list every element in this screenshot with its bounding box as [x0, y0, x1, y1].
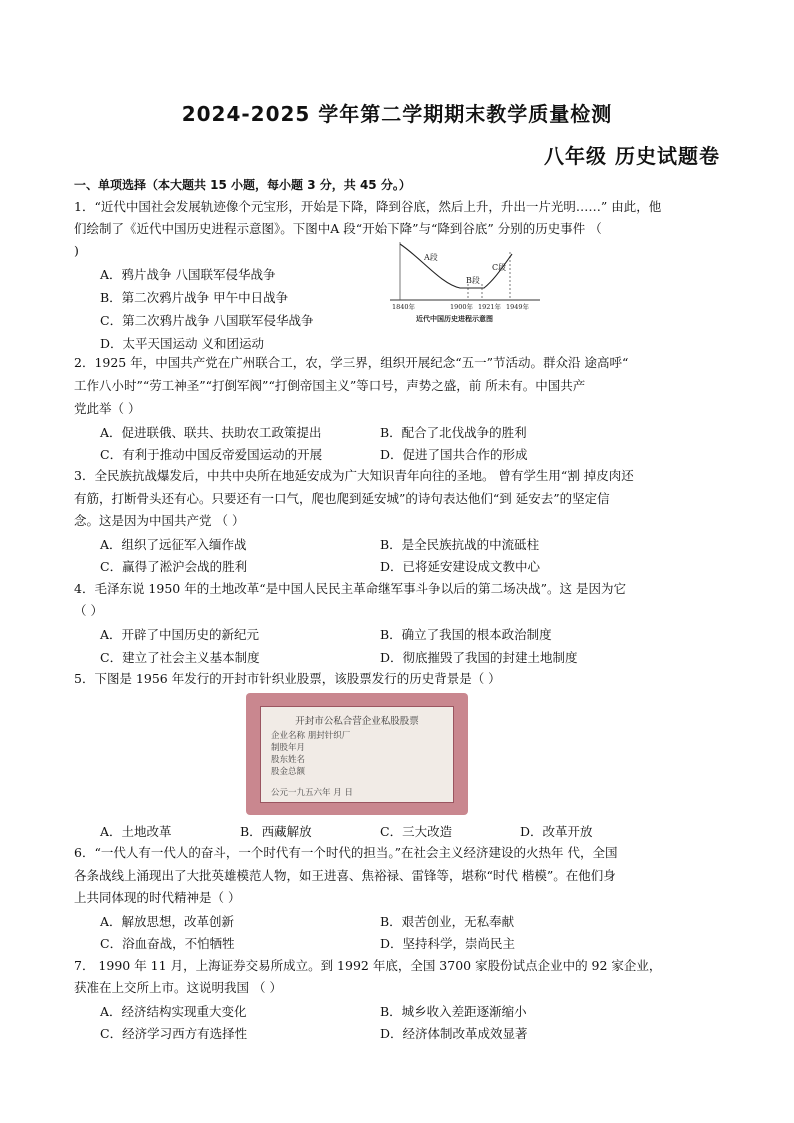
question-text-line: 党此举（ ） [74, 401, 141, 416]
exam-subtitle: 八年级 历史试题卷 [544, 144, 720, 168]
stock-date: 公元一九五六年 月 日 [271, 788, 353, 798]
option-c[interactable]: C．浴血奋战，不怕牺牲 [100, 936, 235, 951]
option-d[interactable]: D．坚持科学，崇尚民主 [380, 936, 516, 951]
option-c[interactable]: C．第二次鸦片战争 八国联军侵华战争 [100, 313, 314, 328]
diagram-label-c: C段 [492, 263, 507, 272]
history-process-diagram [386, 238, 544, 324]
option-a[interactable]: A．促进联俄、联共、扶助农工政策提出 [100, 425, 322, 440]
question-text-line: 们绘制了《近代中国历史进程示意图》。下图中A 段“开始下降”与“降到谷底” 分别的历史事件 （ [74, 221, 602, 236]
stock-certificate-body [260, 706, 454, 803]
stock-field: 企业名称 朋封针织厂 [271, 731, 351, 741]
option-c[interactable]: C．建立了社会主义基本制度 [100, 650, 260, 665]
question-text-line: 念。这是因为中国共产党 （ ） [74, 513, 245, 528]
diagram-tick-1840: 1840年 [392, 303, 416, 311]
diagram-caption: 近代中国历史进程示意图 [416, 314, 493, 323]
option-a[interactable]: A．开辟了中国历史的新纪元 [100, 627, 260, 642]
question-text-line: 工作八小时”“劳工神圣”“打倒军阀”“打倒帝国主义”等口号，声势之盛，前 所未有。中国共产 [74, 378, 586, 393]
option-a[interactable]: A．经济结构实现重大变化 [100, 1004, 247, 1019]
question-text-line: 有筋，打断骨头还有心。只要还有一口气，爬也爬到延安城”的诗句表达他们“到 延安去”的坚定信 [74, 491, 610, 506]
diagram-tick-1949: 1949年 [506, 303, 530, 311]
option-a[interactable]: A．土地改革 [100, 824, 172, 839]
question-text-line: 6．“一代人有一代人的奋斗，一个时代有一个时代的担当。”在社会主义经济建设的火热年 代，全国 [74, 845, 618, 860]
diagram-tick-1921: 1921年 [478, 303, 502, 311]
question-text-line: 3．全民族抗战爆发后，中共中央所在地延安成为广大知识青年向往的圣地。 曾有学生用“割 掉皮肉还 [74, 468, 634, 483]
question-text-line: （ ） [74, 603, 103, 618]
stock-certificate-image [246, 693, 468, 815]
option-d[interactable]: D．已将延安建设成文教中心 [380, 559, 541, 574]
option-a[interactable]: A．组织了远征军入缅作战 [100, 537, 247, 552]
option-b[interactable]: B．第二次鸦片战争 甲午中日战争 [100, 290, 289, 305]
option-c[interactable]: C．经济学习西方有选择性 [100, 1026, 248, 1041]
question-text-line: 1．“近代中国社会发展轨迹像个元宝形，开始是下降，降到谷底，然后上升，升出一片光明……” 由此，他 [74, 199, 662, 214]
option-d[interactable]: D．彻底摧毁了我国的封建土地制度 [380, 650, 578, 665]
diagram-tick-1900: 1900年 [450, 303, 474, 311]
question-text-line: 上共同体现的时代精神是（ ） [74, 890, 241, 905]
option-a[interactable]: A．鸦片战争 八国联军侵华战争 [100, 267, 276, 282]
stock-field: 股东姓名 [271, 755, 306, 765]
option-d[interactable]: D．促进了国共合作的形成 [380, 447, 528, 462]
question-text-line: 7． 1990 年 11 月，上海证券交易所成立。到 1992 年底，全国 3700 家股份试点企业中的 92 家企业， [74, 958, 662, 973]
option-a[interactable]: A．解放思想，改革创新 [100, 914, 235, 929]
stock-field: 股金总额 [271, 767, 306, 777]
option-b[interactable]: B．西藏解放 [240, 824, 312, 839]
option-b[interactable]: B．是全民族抗战的中流砥柱 [380, 537, 540, 552]
diagram-label-b: B段 [466, 276, 480, 285]
option-b[interactable]: B．艰苦创业，无私奉献 [380, 914, 515, 929]
question-text-line: 5．下图是 1956 年发行的开封市针织业股票，该股票发行的历史背景是（ ） [74, 671, 501, 686]
question-text-line: ) [74, 243, 79, 258]
option-c[interactable]: C．赢得了淞沪会战的胜利 [100, 559, 248, 574]
question-text-line: 各条战线上涌现出了大批英雄模范人物，如王进喜、焦裕禄、雷锋等，堪称“时代 楷模”。在他们身 [74, 868, 616, 883]
option-d[interactable]: D．太平天国运动 义和团运动 [100, 336, 264, 351]
stock-heading: 开封市公私合营企业私股股票 [295, 716, 419, 727]
option-b[interactable]: B．确立了我国的根本政治制度 [380, 627, 552, 642]
option-b[interactable]: B．城乡收入差距逐渐缩小 [380, 1004, 527, 1019]
diagram-label-a: A段 [424, 253, 438, 262]
option-d[interactable]: D．经济体制改革成效显著 [380, 1026, 528, 1041]
stock-field: 制股年月 [271, 743, 306, 753]
option-b[interactable]: B．配合了北伐战争的胜利 [380, 425, 527, 440]
question-text-line: 2．1925 年，中国共产党在广州联合工，农，学三界，组织开展纪念“五一”节活动。群众沿 途高呼“ [74, 355, 629, 370]
option-d[interactable]: D．改革开放 [520, 824, 593, 839]
question-text-line: 4．毛泽东说 1950 年的土地改革“是中国人民民主革命继军事斗争以后的第二场决战”。这 是因为它 [74, 581, 626, 596]
exam-title: 2024-2025 学年第二学期期末教学质量检测 [181, 102, 613, 126]
section-heading: 一、单项选择（本大题共 15 小题，每小题 3 分，共 45 分。） [74, 178, 411, 192]
option-c[interactable]: C．三大改造 [380, 824, 453, 839]
option-c[interactable]: C．有利于推动中国反帝爱国运动的开展 [100, 447, 323, 462]
question-text-line: 获准在上交所上市。这说明我国 （ ） [74, 980, 282, 995]
